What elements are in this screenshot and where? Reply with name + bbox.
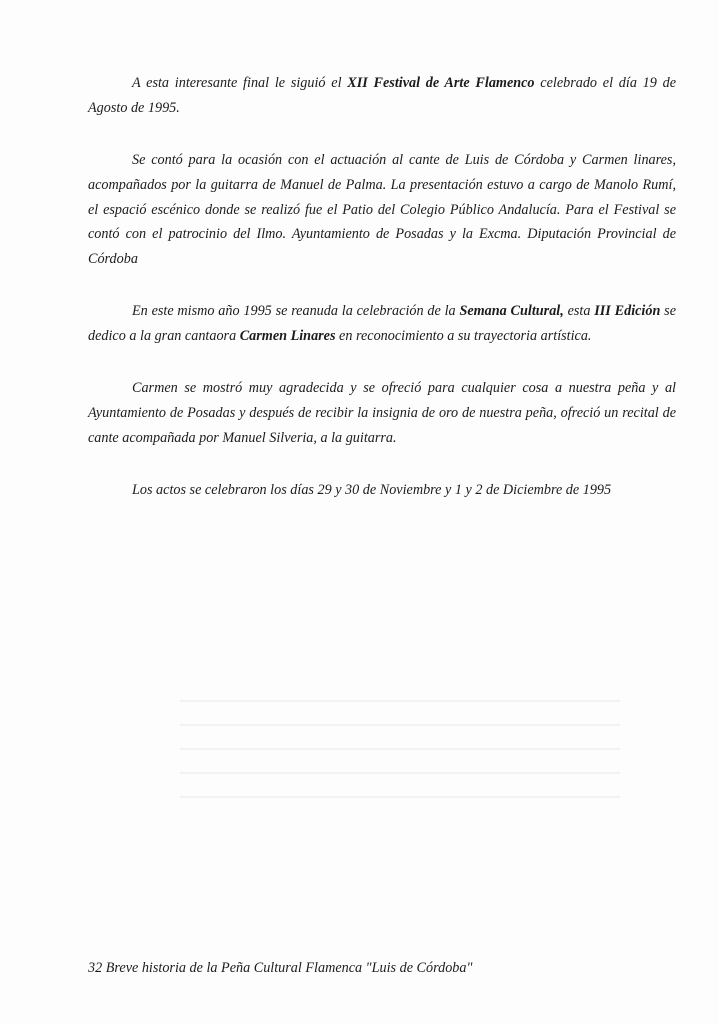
paragraph-semana-cultural <box>88 299 676 349</box>
text-run: celebrado el día 19 de Agosto de 1995. <box>88 75 677 116</box>
text-run: se dedico a la gran cantaora <box>88 303 676 344</box>
bleed-line <box>180 772 620 774</box>
text-run: en reconocimiento a su trayectoria artística. <box>335 327 592 344</box>
text-run: Carmen se mostró muy agradecida y se ofreció para cualquier cosa a nuestra peña y al Ayuntamiento de Posadas y después de recibir la insignia de oro de nuestra peña, ofreció un recital de cante acompañada por Manuel Silveria, a la guitarra. <box>88 380 676 446</box>
page-footer: 32 Breve historia de la Peña Cultural Flamenca "Luis de Córdoba" <box>88 960 473 976</box>
bold-semana-cultural: Semana Cultural, <box>459 303 564 319</box>
paragraph-dates <box>88 478 676 503</box>
paragraph-carmen <box>88 376 676 450</box>
bleed-line <box>180 748 620 750</box>
text-run: esta <box>563 303 595 319</box>
show-through-bleed <box>180 700 620 850</box>
bold-festival-name: XII Festival de Arte Flamenco <box>347 75 535 91</box>
bold-edicion: III Edición <box>594 303 661 319</box>
bleed-line <box>180 796 620 798</box>
paragraph-performers <box>88 148 676 272</box>
text-run: A esta interesante final le siguió el <box>132 75 348 91</box>
bleed-line <box>180 700 620 702</box>
text-run: Los actos se celebraron los días 29 y 30 de Noviembre y 1 y 2 de Diciembre de 1995 <box>132 482 612 498</box>
paragraph-festival <box>88 71 676 121</box>
bleed-line <box>180 724 620 726</box>
bold-carmen-linares: Carmen Linares <box>239 327 336 344</box>
text-run: Se contó para la ocasión con el actuación al cante de Luis de Córdoba y Carmen linares, acompañados por la guitarra de Manuel de Palma. La presentación estuvo a cargo de Manolo Rumí, el espació escénico donde se realizó fue el Patio del Colegio Público Andalucía. Para el Festival se contó con el patrocinio del Ilmo. Ayuntamiento de Posadas y la Excma. Diputación Provincial de Córdoba <box>88 152 676 268</box>
text-run: En este mismo año 1995 se reanuda la celebración de la <box>132 303 460 319</box>
